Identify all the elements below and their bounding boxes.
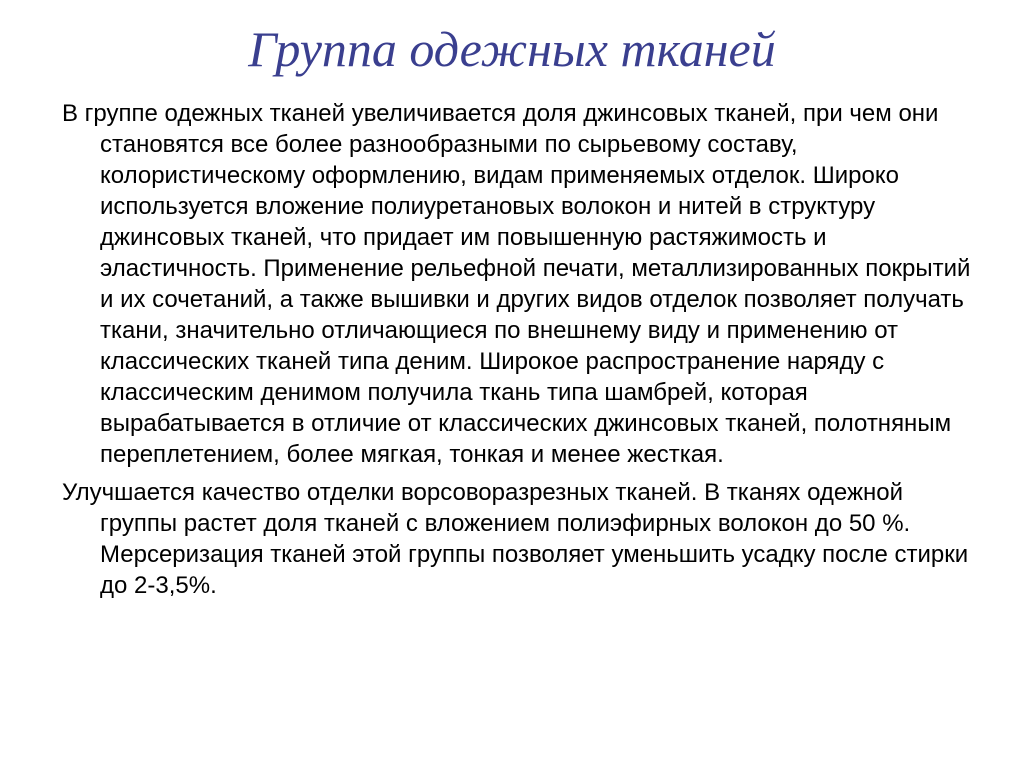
slide-body (62, 98, 974, 608)
slide-title: Группа одежных тканей (248, 21, 776, 77)
body-paragraph-2: Улучшается качество отделки ворсоворазрезных тканей. В тканях одежной группы растет доля тканей с вложением полиэфирных волокон до 50 %. Мерсеризация тканей этой группы позволяет уменьшить усадку после стирки до 2-3,5%. (62, 479, 969, 599)
body-paragraph-1: В группе одежных тканей увеличивается доля джинсовых тканей, при чем они становятся все более разнообразными по сырьевому составу, колористическому оформлению, видам применяемых отделок. Широко используется вложение полиуретановых волокон и нитей в структуру джинсовых тканей, что придает им повышенную растяжимость и эластичность. Применение рельефной печати, металлизированных покрытий и их сочетаний, а также вышивки и других видов отделок позволяет получать ткани, значительно отличающиеся по внешнему виду и применению от классических тканей типа деним. Широкое распространение наряду с классическим денимом получила ткань типа шамбрей, которая вырабатывается в отличие от классических джинсовых тканей, полотняным переплетением, более мягкая, тонкая и менее жесткая. (62, 100, 971, 468)
